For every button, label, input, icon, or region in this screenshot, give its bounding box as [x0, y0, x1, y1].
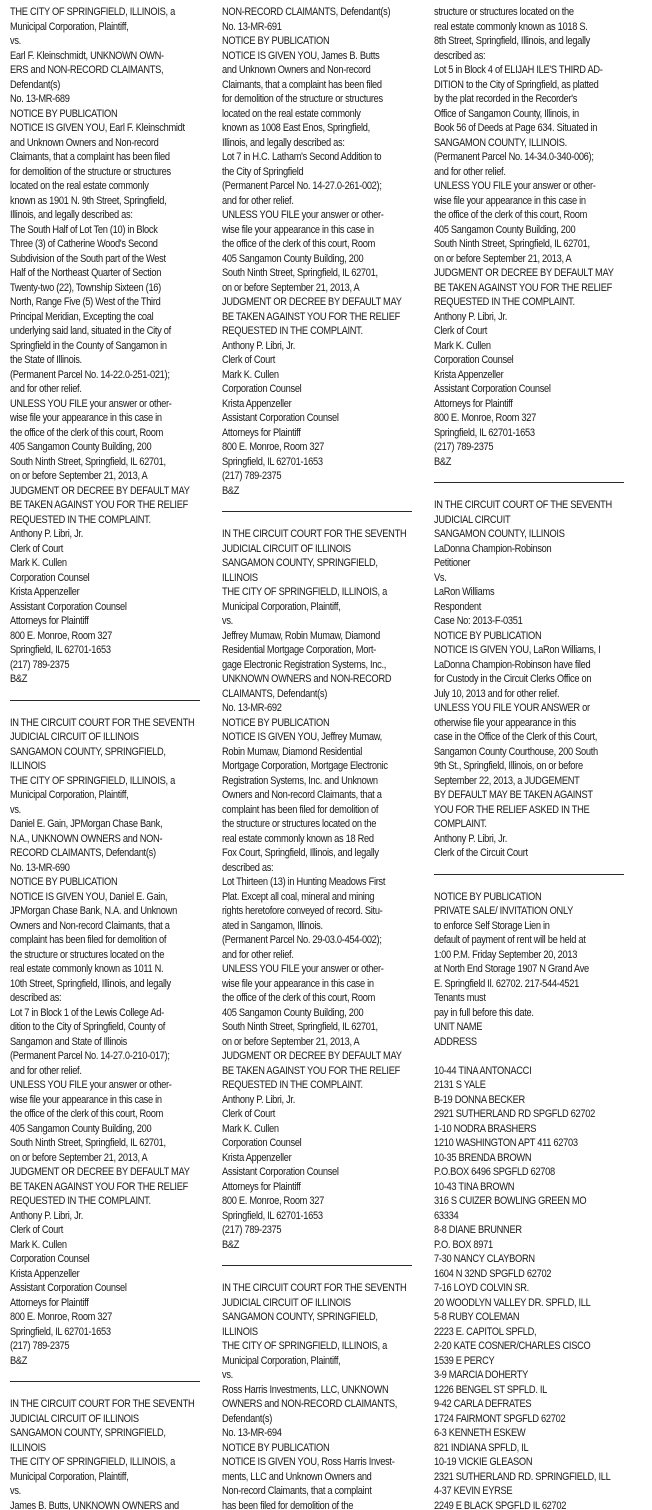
column-3: [434, 5, 624, 1510]
notice-13-mr-689: THE CITY OF SPRINGFIELD, ILLINOIS, a Municipal Corporation, Plaintiff, vs. Earl F. Kleinschmidt, UNKNOWN OWN- ERS and NON-RECORD CLAIMANTS, Defendant(s) No. 13-MR-689 NOTICE BY PUBLICATION NOTICE IS GIVEN YOU, Earl F. Kleinschmidt and Unknown Owners and Non-record Claimants, that a complaint has been filed for demolition of the structure or structures located on the real estate commonly known as 1901 N. 9th Street, Springfield, Illinois, and legally described as: The South Half of Lot Ten (10) in Block Three (3) of Catherine Wood's Second Subdivision of the South part of the West Half of the Northeast Quarter of Section Twenty-two (22), Township Sixteen (16) North, Range Five (5) West of the Third Principal Meridian, Excepting the coal underlying said land, situated in the City of Springfield in the County of Sangamon in the State of Illinois. (Permanent Parcel No. 14-22.0-251-021); and for other relief. UNLESS YOU FILE your answer or other- wise file your appearance in this case in the office of the clerk of this court, Room 405 Sangamon County Building, 200 South Ninth Street, Springfield, IL 62701, on or before September 21, 2013, A JUDGMENT OR DECREE BY DEFAULT MAY BE TAKEN AGAINST YOU FOR THE RELIEF REQUESTED IN THE COMPLAINT. Anthony P. Libri, Jr. Clerk of Court Mark K. Cullen Corporation Counsel Krista Appenzeller Assistant Corporation Counsel Attorneys for Plaintiff 800 E. Monroe, Room 327 Springfield, IL 62701-1653 (217) 789-2375 B&Z: [10, 6, 190, 685]
notice-13-mr-692: IN THE CIRCUIT COURT FOR THE SEVENTH JUDICIAL CIRCUIT OF ILLINOIS SANGAMON COUNTY, SPRINGFIELD, ILLINOIS THE CITY OF SPRINGFIELD, ILLINOIS, a Municipal Corporation, Plaintiff, vs. Jeffrey Mumaw, Robin Mumaw, Diamond Residential Mortgage Corporation, Mort- gage Electronic Registration Systems, Inc., UNKNOWN OWNERS and NON-RECORD CLAIMANTS, Defendant(s) No. 13-MR-692 NOTICE BY PUBLICATION NOTICE IS GIVEN YOU, Jeffrey Mumaw, Robin Mumaw, Diamond Residential Mortgage Corporation, Mortgage Electronic Registration Systems, Inc. and Unknown Owners and Non-record Claimants, that a complaint has been filed for demolition of the structure or structures located on the real estate commonly known as 18 Red Fox Court, Springfield, Illinois, and legally described as: Lot Thirteen (13) in Hunting Meadows First Plat. Except all coal, mineral and mining rights heretofore conveyed of record. Situ- ated in Sangamon, Illinois. (Permanent Parcel No. 29-03.0-454-002); and for other relief. UNLESS YOU FILE your answer or other- wise file your appearance in this case in the office of the clerk of this court, Room 405 Sangamon County Building, 200 South Ninth Street, Springfield, IL 62701, on or before September 21, 2013, A JUDGMENT OR DECREE BY DEFAULT MAY BE TAKEN AGAINST YOU FOR THE RELIEF REQUESTED IN THE COMPLAINT. Anthony P. Libri, Jr. Clerk of Court Mark K. Cullen Corporation Counsel Krista Appenzeller Assistant Corporation Counsel Attorneys for Plaintiff 800 E. Monroe, Room 327 Springfield, IL 62701-1653 (217) 789-2375 B&Z: [222, 528, 407, 1251]
legal-notice-columns: [10, 5, 647, 1510]
notice-13-mr-690: IN THE CIRCUIT COURT FOR THE SEVENTH JUDICIAL CIRCUIT OF ILLINOIS SANGAMON COUNTY, SPRINGFIELD, ILLINOIS THE CITY OF SPRINGFIELD, ILLINOIS, a Municipal Corporation, Plaintiff, vs. Daniel E. Gain, JPMorgan Chase Bank, N.A., UNKNOWN OWNERS and NON- RECORD CLAIMANTS, Defendant(s) No. 13-MR-690 NOTICE BY PUBLICATION NOTICE IS GIVEN YOU, Daniel E. Gain, JPMorgan Chase Bank, N.A. and Unknown Owners and Non-record Claimants, that a complaint has been filed for demolition of the structure or structures located on the real estate commonly known as 1011 N. 10th Street, Springfield, Illinois, and legally described as: Lot 7 in Block 1 of the Lewis College Ad- dition to the City of Springfield, County of Sangamon and State of Illinois (Permanent Parcel No. 14-27.0-210-017); and for other relief. UNLESS YOU FILE your answer or other- wise file your appearance in this case in the office of the clerk of this court, Room 405 Sangamon County Building, 200 South Ninth Street, Springfield, IL 62701, on or before September 21, 2013, A JUDGMENT OR DECREE BY DEFAULT MAY BE TAKEN AGAINST YOU FOR THE RELIEF REQUESTED IN THE COMPLAINT. Anthony P. Libri, Jr. Clerk of Court Mark K. Cullen Corporation Counsel Krista Appenzeller Assistant Corporation Counsel Attorneys for Plaintiff 800 E. Monroe, Room 327 Springfield, IL 62701-1653 (217) 789-2375 B&Z: [10, 716, 195, 1367]
notice-divider: [222, 1265, 412, 1266]
notice-divider: [222, 511, 412, 512]
column-1: [10, 5, 200, 1510]
notice-divider: [434, 874, 624, 875]
notice-13-mr-694-continued: structure or structures located on the real estate commonly known as 1018 S. 8th Street, Springfield, Illinois, and legally described as: Lot 5 in Block 4 of ELIJAH ILE'S THIRD AD- DITION to the City of Springfield, as platted by the plat recorded in the Recorder's Office of Sangamon County, Illinois, in Book 56 of Deeds at Page 634. Situated in SANGAMON COUNTY, ILLINOIS. (Permanent Parcel No. 14-34.0-340-006); and for other relief. UNLESS YOU FILE your answer or other- wise file your appearance in this case in the office of the clerk of this court, Room 405 Sangamon County Building, 200 South Ninth Street, Springfield, IL 62701, on or before September 21, 2013, A JUDGMENT OR DECREE BY DEFAULT MAY BE TAKEN AGAINST YOU FOR THE RELIEF REQUESTED IN THE COMPLAINT. Anthony P. Libri, Jr. Clerk of Court Mark K. Cullen Corporation Counsel Krista Appenzeller Assistant Corporation Counsel Attorneys for Plaintiff 800 E. Monroe, Room 327 Springfield, IL 62701-1653 (217) 789-2375 B&Z: [434, 6, 614, 468]
notice-divider: [10, 700, 200, 701]
notice-13-mr-694-start: IN THE CIRCUIT COURT FOR THE SEVENTH JUDICIAL CIRCUIT OF ILLINOIS SANGAMON COUNTY, SPRINGFIELD, ILLINOIS THE CITY OF SPRINGFIELD, ILLINOIS, a Municipal Corporation, Plaintiff, vs. Ross Harris Investments, LLC, UNKNOWN OWNERS and NON-RECORD CLAIMANTS, Defendant(s) No. 13-MR-694 NOTICE BY PUBLICATION NOTICE IS GIVEN YOU, Ross Harris Invest- ments, LLC and Unknown Owners and Non-record Claimants, that a complaint has been filed for demolition of the: [222, 1282, 407, 1510]
notice-13-mr-691-continued: NON-RECORD CLAIMANTS, Defendant(s) No. 13-MR-691 NOTICE BY PUBLICATION NOTICE IS GIVEN YOU, James B. Butts and Unknown Owners and Non-record Claimants, that a complaint has been filed for demolition of the structure or structures located on the real estate commonly known as 1008 East Enos, Springfield, Illinois, and legally described as: Lot 7 in H.C. Latham's Second Addition to the City of Springfield (Permanent Parcel No. 14-27.0-261-002); and for other relief. UNLESS YOU FILE your answer or other- wise file your appearance in this case in the office of the clerk of this court, Room 405 Sangamon County Building, 200 South Ninth Street, Springfield, IL 62701, on or before September 21, 2013, A JUDGMENT OR DECREE BY DEFAULT MAY BE TAKEN AGAINST YOU FOR THE RELIEF REQUESTED IN THE COMPLAINT. Anthony P. Libri, Jr. Clerk of Court Mark K. Cullen Corporation Counsel Krista Appenzeller Assistant Corporation Counsel Attorneys for Plaintiff 800 E. Monroe, Room 327 Springfield, IL 62701-1653 (217) 789-2375 B&Z: [222, 6, 402, 497]
notice-divider: [434, 482, 624, 483]
notice-self-storage-lien-sale: NOTICE BY PUBLICATION PRIVATE SALE/ INVITATION ONLY to enforce Self Storage Lien in default of payment of rent will be held at 1:00 P.M. Friday September 20, 2013 at North End Storage 1907 N Grand Ave E. Springfield Il. 62702. 217-544-4521 Tenants must pay in full before this date. UNIT NAME ADDRESS 10-44 TINA ANTONACCI 2131 S YALE B-19 DONNA BECKER 2921 SUTHERLAND RD SPGFLD 62702 1-10 NODRA BRASHERS 1210 WASHINGTON APT 411 62703 10-35 BRENDA BROWN P.O.BOX 6496 SPGFLD 62708 10-43 TINA BROWN 316 S CUIZER BOWLING GREEN MO 63334 8-8 DIANE BRUNNER P.O. BOX 8971 7-30 NANCY CLAYBORN 1604 N 32ND SPGFLD 62702 7-16 LOYD COLVIN SR. 20 WOODLYN VALLEY DR. SPFLD, ILL 5-8 RUBY COLEMAN 2223 E. CAPITOL SPFLD, 2-20 KATE COSNER/CHARLES CISCO 1539 E PERCY 3-9 MARCIA DOHERTY 1226 BENGEL ST SPFLD. IL 9-42 CARLA DEFRATES 1724 FAIRMONT SPGFLD 62702 6-3 KENNETH ESKEW 821 INDIANA SPFLD, IL 10-19 VICKIE GLEASON 2321 SUTHERLAND RD. SPRINGFIELD, ILL 4-37 KEVIN EYRSE 2249 E BLACK SPGFLD IL 62702: [434, 890, 611, 1510]
column-2: [222, 5, 412, 1510]
notice-13-mr-691-start: IN THE CIRCUIT COURT FOR THE SEVENTH JUDICIAL CIRCUIT OF ILLINOIS SANGAMON COUNTY, SPRINGFIELD, ILLINOIS THE CITY OF SPRINGFIELD, ILLINOIS, a Municipal Corporation, Plaintiff, vs. James B. Butts, UNKNOWN OWNERS and: [10, 1398, 195, 1510]
notice-custody-2013-f-0351: IN THE CIRCUIT COURT OF THE SEVENTH JUDICIAL CIRCUIT SANGAMON COUNTY, ILLINOIS LaDonna Champion-Robinson Petitioner Vs. LaRon Williams Respondent Case No: 2013-F-0351 NOTICE BY PUBLICATION NOTICE IS GIVEN YOU, LaRon Williams, I LaDonna Champion-Robinson have filed for Custody in the Circuit Clerks Office on July 10, 2013 and for other relief. UNLESS YOU FILE YOUR ANSWER or otherwise file your appearance in this case in the Office of the Clerk of this Court, Sangamon County Courthouse, 200 South 9th St., Springfield, Illinois, on or before September 22, 2013, a JUDGEMENT BY DEFAULT MAY BE TAKEN AGAINST YOU FOR THE RELIEF ASKED IN THE COMPLAINT. Anthony P. Libri, Jr. Clerk of the Circuit Court: [434, 499, 612, 859]
notice-divider: [10, 1381, 200, 1382]
